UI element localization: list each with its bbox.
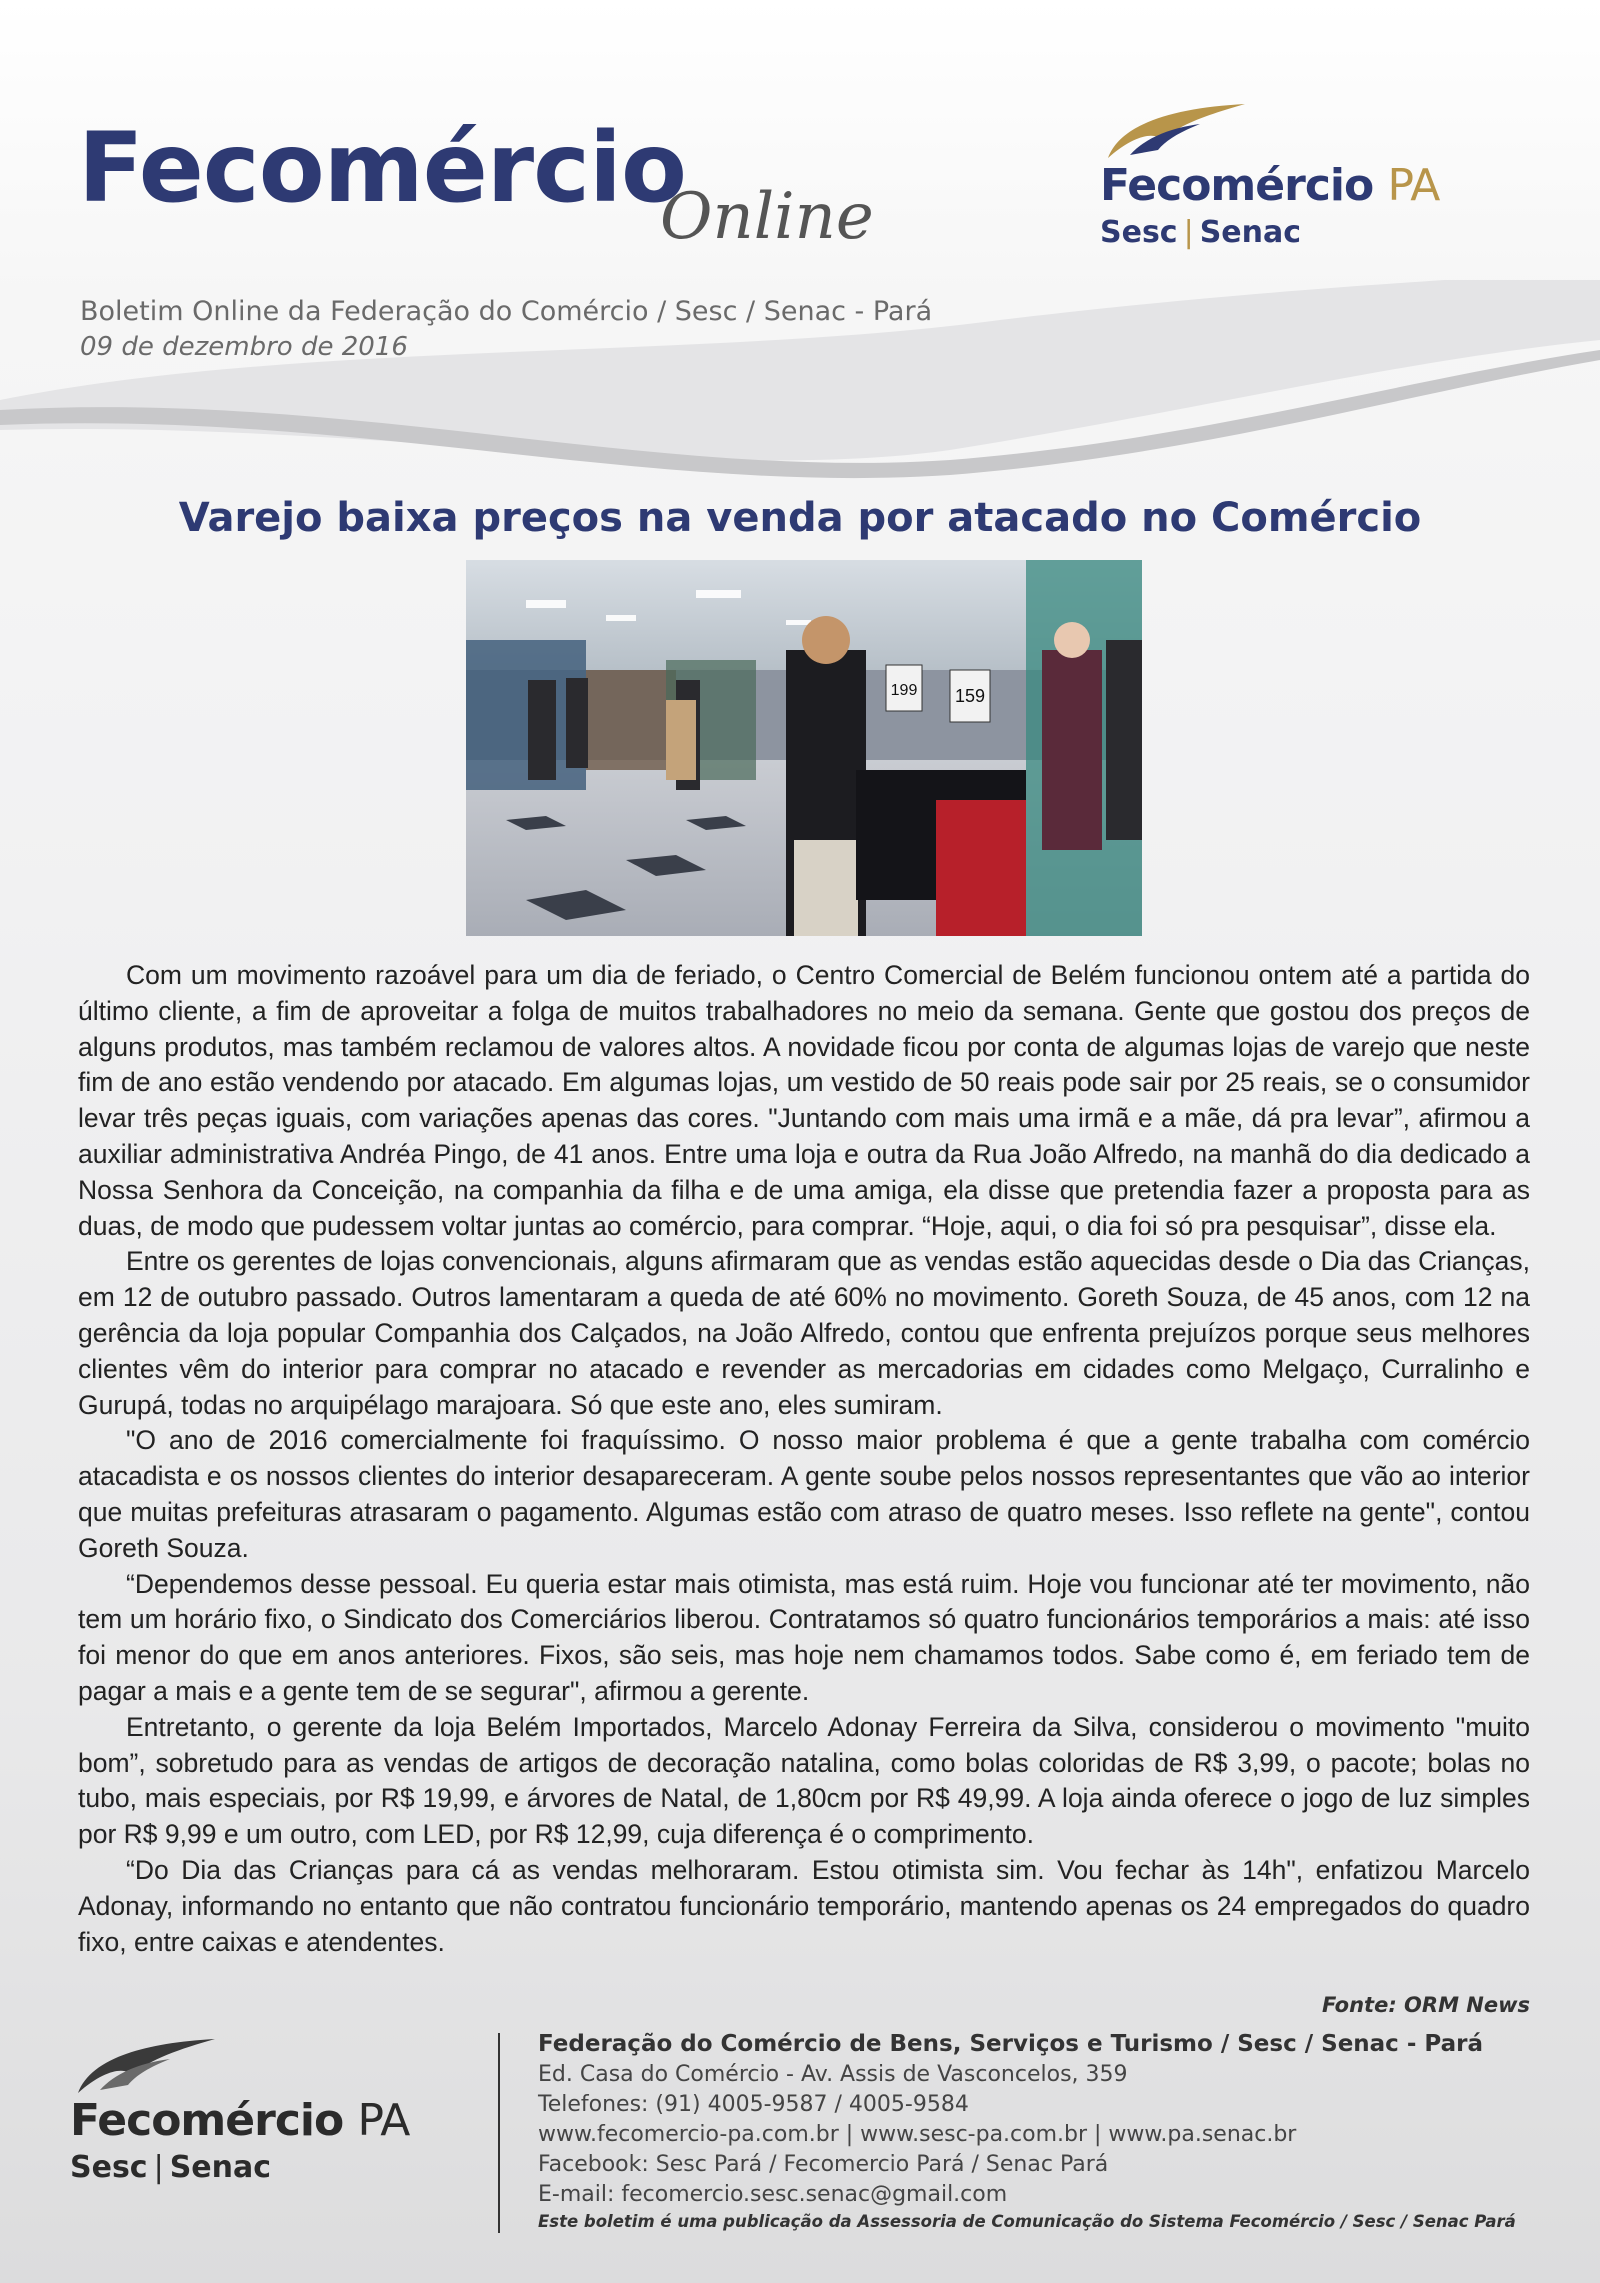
footer-address: Ed. Casa do Comércio - Av. Assis de Vasconcelos, 359 [538, 2062, 1128, 2087]
footer-facebook: Facebook: Sesc Pará / Fecomercio Pará / Senac Pará [538, 2152, 1109, 2177]
footer-note: Este boletim é uma publicação da Assessoria de Comunicação do Sistema Fecomércio / Sesc / Senac Pará [538, 2212, 1516, 2231]
footer-logo [70, 2035, 480, 2185]
shopping-mall-photo [466, 560, 1142, 936]
article-paragraph: Com um movimento razoável para um dia de feriado, o Centro Comercial de Belém funcionou ontem até a partida do último cliente, a fim de aproveitar a folga de muitos trabalhadores no meio da semana. Gente que gostou dos preços de alguns produtos, mas também reclamou de valores altos. A novidade ficou por conta de algumas lojas de varejo que neste fim de ano estão vendendo por atacado. Em algumas lojas, um vestido de 50 reais pode sair por 25 reais, se o consumidor levar três peças iguais, com variações apenas das cores. "Juntando com mais uma irmã e a mãe, dá pra levar”, afirmou a auxiliar administrativa Andréa Pingo, de 41 anos. Entre uma loja e outra da Rua João Alfredo, na manhã do dia dedicado a Nossa Senhora da Conceição, na companhia da filha e de uma amiga, ela disse que pretendia fazer a proposta para as duas, de modo que pudessem voltar juntas ao comércio, para comprar. “Hoje, aqui, o dia foi só pra pesquisar”, disse ela. [78, 960, 1530, 1241]
footer-logo-subbrand: Sesc | Senac [70, 2150, 272, 2185]
wing-logo-icon [70, 2035, 220, 2095]
issue-date: 09 de dezembro de 2016 [80, 332, 408, 362]
article-paragraph: Entretanto, o gerente da loja Belém Importados, Marcelo Adonay Ferreira da Silva, considerou o movimento "muito bom”, sobretudo para as vendas de artigos de decoração natalina, como bolas coloridas de R$ 3,99, o pacote; bolas no tubo, mais especiais, por R$ 19,99, e árvores de Natal, de 1,80cm por R$ 49,99. A loja ainda oferece o jogo de luz simples por R$ 9,99 e um outro, com LED, por R$ 12,99, cuja diferença é o comprimento. [78, 1711, 1530, 1850]
masthead-tagline: Boletim Online da Federação do Comércio / Sesc / Senac - Pará [80, 296, 933, 327]
article-headline: Varejo baixa preços na venda por atacado no Comércio [178, 495, 1422, 541]
footer-phones: Telefones: (91) 4005-9587 / 4005-9584 [538, 2092, 969, 2117]
footer-email[interactable]: E-mail: fecomercio.sesc.senac@gmail.com [538, 2182, 1008, 2207]
article-paragraph: “Dependemos desse pessoal. Eu queria estar mais otimista, mas está ruim. Hoje vou funcionar até ter movimento, não tem um horário fixo, o Sindicato dos Comerciários liberou. Contratamos só quatro funcionários temporários a mais: até isso foi menor do que em anos anteriores. Fixos, são seis, mas hoje nem chamamos todos. Sabe como é, em feriado tem de pagar a mais e a gente tem de se segurar", afirmou a gerente. [78, 1568, 1530, 1706]
footer-org: Federação do Comércio de Bens, Serviços e Turismo / Sesc / Senac - Pará [538, 2031, 1483, 2057]
masthead-title: Fecomércio [78, 112, 686, 224]
article-paragraph: Entre os gerentes de lojas convencionais, alguns afirmaram que as vendas estão aquecidas desde o Dia das Crianças, em 12 de outubro passado. Outros lamentaram a queda de até 60% no movimento. Goreth Souza, de 45 anos, com 12 na gerência da loja popular Companhia dos Calçados, na João Alfredo, contou que enfrenta prejuízos porque seus melhores clientes vêm do interior para comprar no atacado e revender as mercadorias em cidades como Melgaço, Curralinho e Gurupá, todas no arquipélago marajoara. Só que este ano, eles sumiram. [78, 1246, 1530, 1420]
wing-logo-icon [1100, 100, 1250, 160]
footer-logo-brand: Fecomércio PA [70, 2095, 410, 2146]
article-body [78, 958, 1530, 1960]
article-source: Fonte: ORM News [1321, 1993, 1530, 2017]
fecomercio-pa-logo [1100, 100, 1520, 250]
logo-brand: Fecomércio PA [1100, 160, 1440, 211]
price-tag-2: 159 [954, 686, 986, 706]
footer-divider [498, 2033, 500, 2233]
article-paragraph: "O ano de 2016 comercialmente foi fraquíssimo. O nosso maior problema é que a gente trabalha com comércio atacadista e os nossos clientes do interior desapareceram. A gente soube pelos nossos representantes que vão ao interior que muitas prefeituras atrasaram o pagamento. Algumas estão com atraso de quatro meses. Isso reflete na gente", contou Goreth Souza. [78, 1425, 1530, 1563]
article-paragraph: “Do Dia das Crianças para cá as vendas melhoraram. Estou otimista sim. Vou fechar às 14h", enfatizou Marcelo Adonay, informando no entanto que não contratou funcionário temporário, mantendo apenas os 24 empregados do quadro fixo, entre caixas e atendentes. [78, 1854, 1530, 1957]
footer-contact [538, 2028, 1516, 2234]
footer-websites[interactable]: www.fecomercio-pa.com.br | www.sesc-pa.com.br | www.pa.senac.br [538, 2122, 1297, 2147]
logo-subbrand: Sesc | Senac [1100, 215, 1302, 250]
price-tag-1: 199 [890, 682, 918, 699]
masthead-subtitle: Online [660, 180, 874, 254]
